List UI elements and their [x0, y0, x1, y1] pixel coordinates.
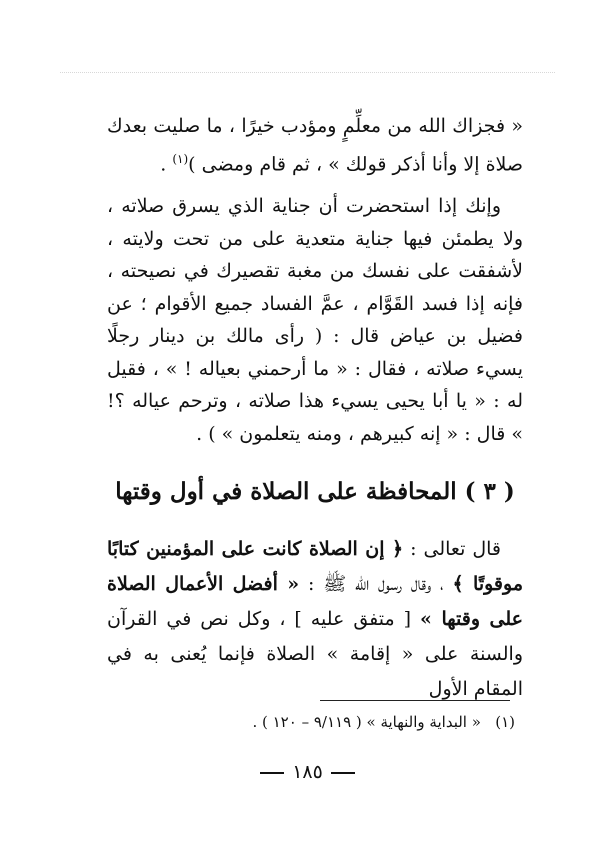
page-number: ١٨٥	[292, 761, 323, 783]
quran-verse: ﴿ إن الصلاة كانت على المؤمنين كتابًا موقوتًا ﴾	[107, 538, 524, 595]
page-number-dash-left	[260, 772, 284, 774]
paragraph-3	[107, 532, 523, 707]
paragraph-1-text: « فجزاك الله من معلِّمٍ ومؤدب خيرًا ، ما صليت بعدك صلاة إلا وأنا أذكر قولك » ، ثم قام ومضى )	[107, 115, 523, 175]
page-number-dash-right	[331, 772, 355, 774]
footnote	[105, 711, 515, 733]
footnote-reference: (١)	[172, 151, 189, 166]
section-heading: ( ٣ ) المحافظة على الصلاة في أول وقتها	[115, 478, 515, 505]
quote-intro: قال تعالى :	[410, 538, 501, 560]
paragraph-3-rest: [ متفق عليه ] ، وكل نص في القرآن والسنة على « إقامة » الصلاة فإنما يُعنى به في المقام الأول	[107, 608, 523, 700]
top-border-dots	[60, 72, 555, 74]
hadith-text: « أفضل الأعمال الصلاة على وقتها »	[107, 573, 523, 630]
paragraph-2: وإنك إذا استحضرت أن جناية الذي يسرق صلاته ، ولا يطمئن فيها جناية متعدية على من تحت ولايته ، لأشفقت على نفسك من مغبة تقصيرك في نصيحته ، فإنه إذا فسد القَوَّام ، عمَّ الفساد جميع الأقوام ؛ عن فضيل بن عياض قال : ( رأى مالك بن دينار رجلًا يسيء صلاته ، فقال : « ما أرحمني بعياله ! » ، فقيل له : « يا أبا يحيى يسيء هذا صلاته ، وترحم عياله ؟! » قال : « إنه كبيرهم ، ومنه يتعلمون » ) .	[107, 195, 523, 445]
paragraph-1-end: .	[160, 152, 167, 175]
page-number-area	[0, 761, 615, 783]
quote-mid: ، وقال رسول الله ﷺ :	[308, 573, 444, 595]
footnote-marker: (١)	[495, 713, 515, 731]
footnote-divider	[320, 700, 510, 701]
footnote-text: « البداية والنهاية » ( ٩/١١٩ – ١٢٠ ) .	[252, 713, 481, 731]
paragraph-1	[107, 110, 523, 180]
